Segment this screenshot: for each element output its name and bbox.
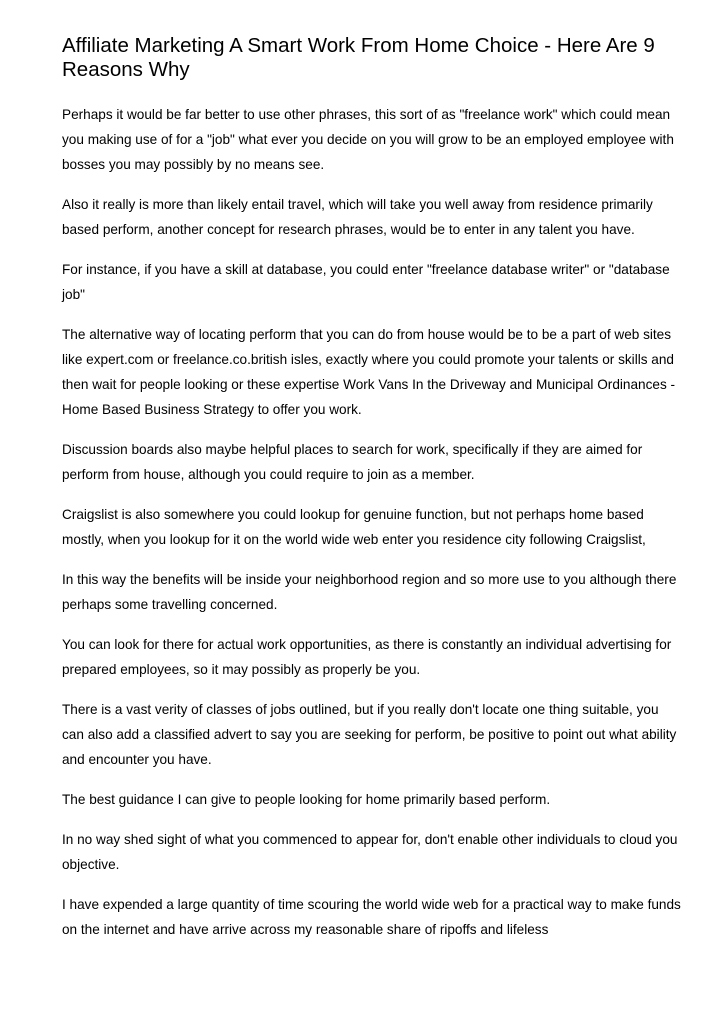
paragraph: Perhaps it would be far better to use other phrases, this sort of as "freelance work" which could mean you making use of for a "job" what ever you decide on you will grow to be an employed employee with bosses you may possibly by no means see.: [62, 107, 674, 172]
paragraph: Craigslist is also somewhere you could lookup for genuine function, but not perhaps home based mostly, when you lookup for it on the world wide web enter you residence city following Craigslist,: [62, 507, 646, 547]
paragraph: Discussion boards also maybe helpful places to search for work, specifically if they are aimed for perform from house, although you could require to join as a member.: [62, 442, 643, 482]
paragraph: You can look for there for actual work opportunities, as there is constantly an individual advertising for prepared employees, so it may possibly as properly be you.: [62, 637, 672, 677]
paragraph: In this way the benefits will be inside your neighborhood region and so more use to you although there perhaps some travelling concerned.: [62, 572, 677, 612]
paragraph: In no way shed sight of what you commenced to appear for, don't enable other individuals to cloud you objective.: [62, 832, 678, 872]
paragraph: The alternative way of locating perform that you can do from house would be to be a part of web sites like expert.com or freelance.co.british isles, exactly where you could promote your talents or skills and then wait for people looking or these expertise Work Vans In the Driveway and Municipal Ordinances - Home Based Business Strategy to offer you work.: [62, 327, 676, 417]
paragraph: For instance, if you have a skill at database, you could enter "freelance database writer" or "database job": [62, 262, 670, 302]
paragraph: I have expended a large quantity of time scouring the world wide web for a practical way to make funds on the internet and have arrive across my reasonable share of ripoffs and lifeless: [62, 897, 681, 937]
document-title: Affiliate Marketing A Smart Work From Home Choice - Here Are 9 Reasons Why: [62, 34, 655, 81]
paragraph: Also it really is more than likely entail travel, which will take you well away from residence primarily based perform, another concept for research phrases, would be to enter in any talent you have.: [62, 197, 653, 237]
document-page: [62, 34, 682, 957]
paragraph: The best guidance I can give to people looking for home primarily based perform.: [62, 792, 551, 807]
paragraph: There is a vast verity of classes of jobs outlined, but if you really don't locate one thing suitable, you can also add a classified advert to say you are seeking for perform, be positive to point out what ability and encounter you have.: [62, 702, 677, 767]
